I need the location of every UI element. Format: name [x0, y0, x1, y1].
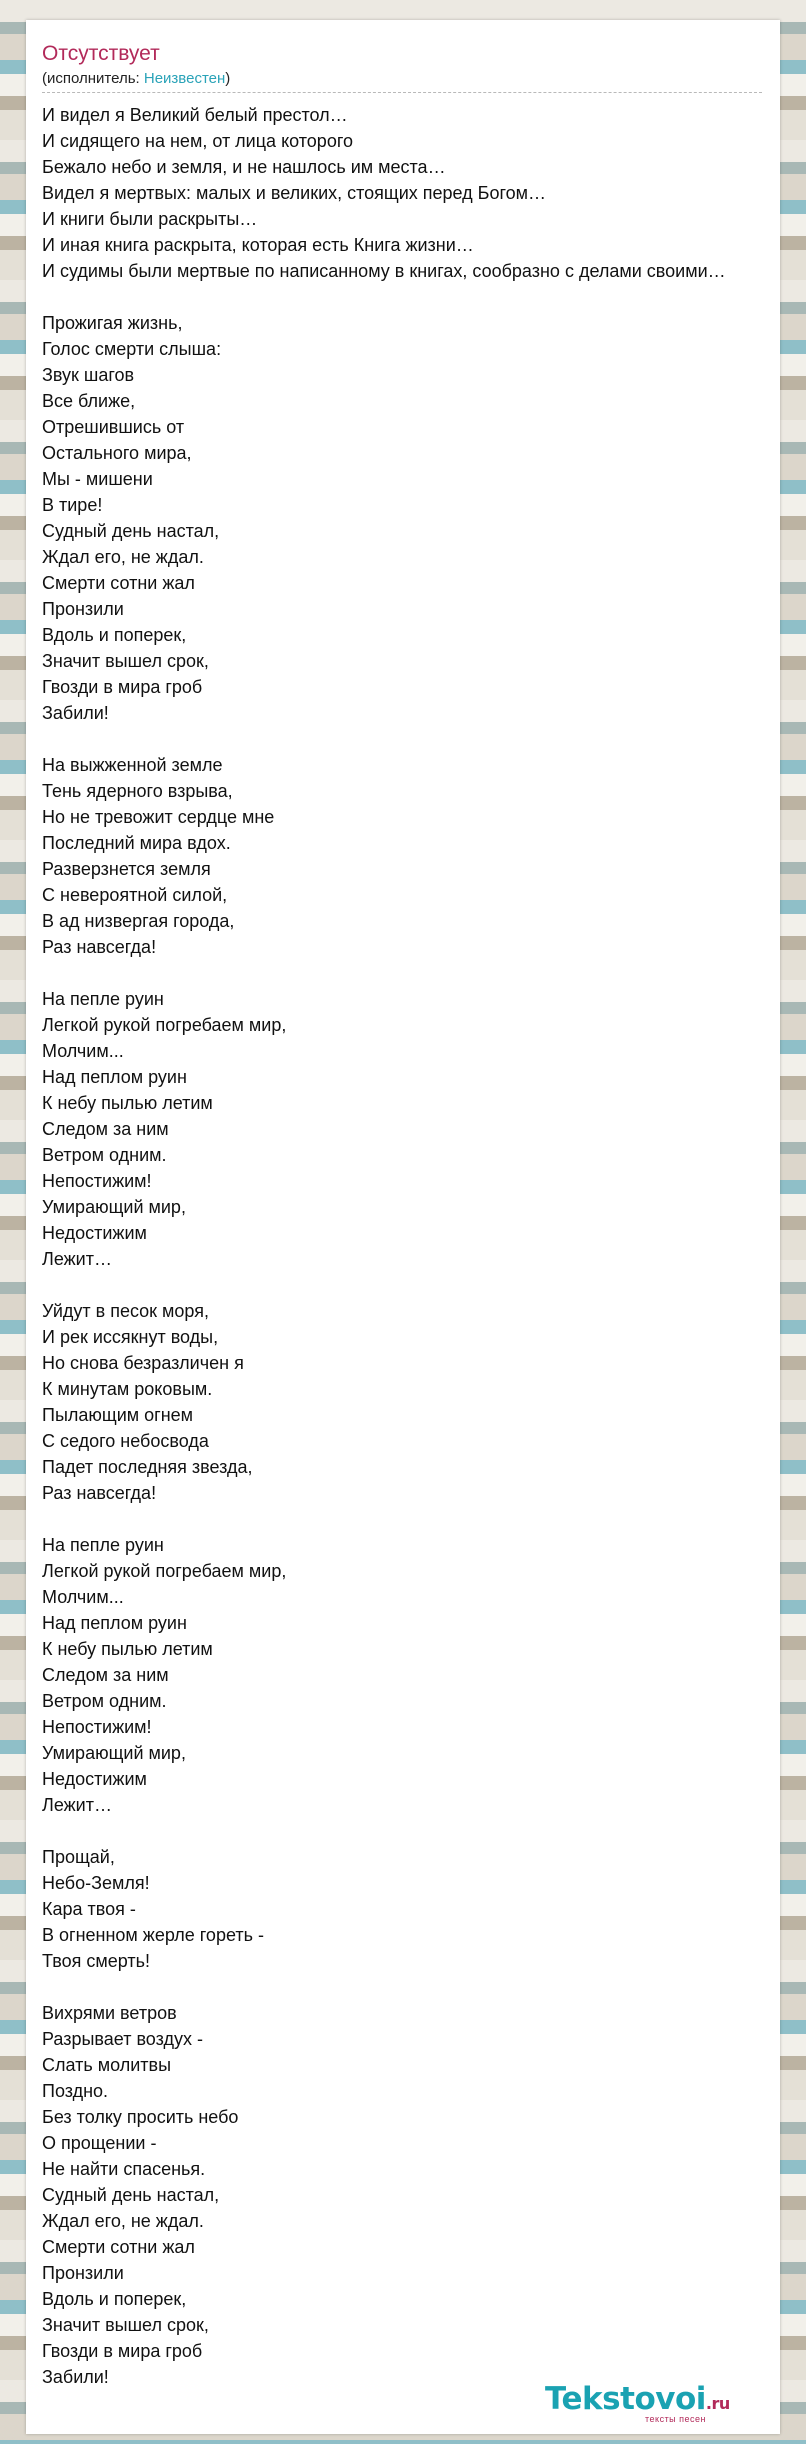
artist-suffix: ) — [225, 70, 231, 87]
lyrics-text: И видел я Великий белый престол… И сидящего на нем, от лица которого Бежало небо и земля, и не нашлось им места… Видел я мертвых: малых и великих, стоящих перед Богом… И книги были раскрыты… И иная книга раскрыта, которая есть Книга жизни… И судимы были мертвые по написанному в книгах, сообразно с делами своими… Прожигая жизнь, Голос смерти слыша: Звук шагов Все ближе, Отрешившись от Остального мира, Мы - мишени В тире! Судный день настал, Ждал его, не ждал. Смерти сотни жал Пронзили Вдоль и поперек, Значит вышел срок, Гвозди в мира гроб Забили! На выжженной земле Тень ядерного взрыва, Но не тревожит сердце мне Последний мира вдох. Разверзнется земля С невероятной силой, В ад низвергая города, Раз навсегда! На пепле руин Легкой рукой погребаем мир, Молчим... Над пеплом руин К небу пылью летим Следом за ним Ветром одним. Непостижим! Умирающий мир, Недостижим Лежит… Уйдут в песок моря, И рек иссякнут воды, Но снова безразличен я К минутам роковым. Пылающим огнем С седого небосвода Падет последняя звезда, Раз навсегда! На пепле руин Легкой рукой погребаем мир, Молчим... Над пеплом руин К небу пылью летим Следом за ним Ветром одним. Непостижим! Умирающий мир, Недостижим Лежит… Прощай, Небо-Земля! Кара твоя - В огненном жерле гореть - Твоя смерть! Вихрями ветров Разрывает воздух - Слать молитвы Поздно. Без толку просить небо О прощении - Не найти спасенья. Судный день настал, Ждал его, не ждал. Смерти сотни жал Пронзили Вдоль и поперек, Значит вышел срок, Гвозди в мира гроб Забили! — [42, 105, 726, 2387]
content-card — [26, 20, 780, 2434]
divider — [42, 92, 762, 93]
logo-tld: .ru — [705, 2394, 730, 2413]
logo-tagline: тексты песен — [645, 2414, 707, 2424]
artist-link[interactable]: Неизвестен — [143, 70, 226, 87]
logo-name: Tekstovoi — [545, 2381, 706, 2417]
artist-line — [42, 70, 230, 88]
artist-prefix: (исполнитель: — [42, 70, 144, 87]
song-title: Отсутствует — [42, 42, 160, 65]
